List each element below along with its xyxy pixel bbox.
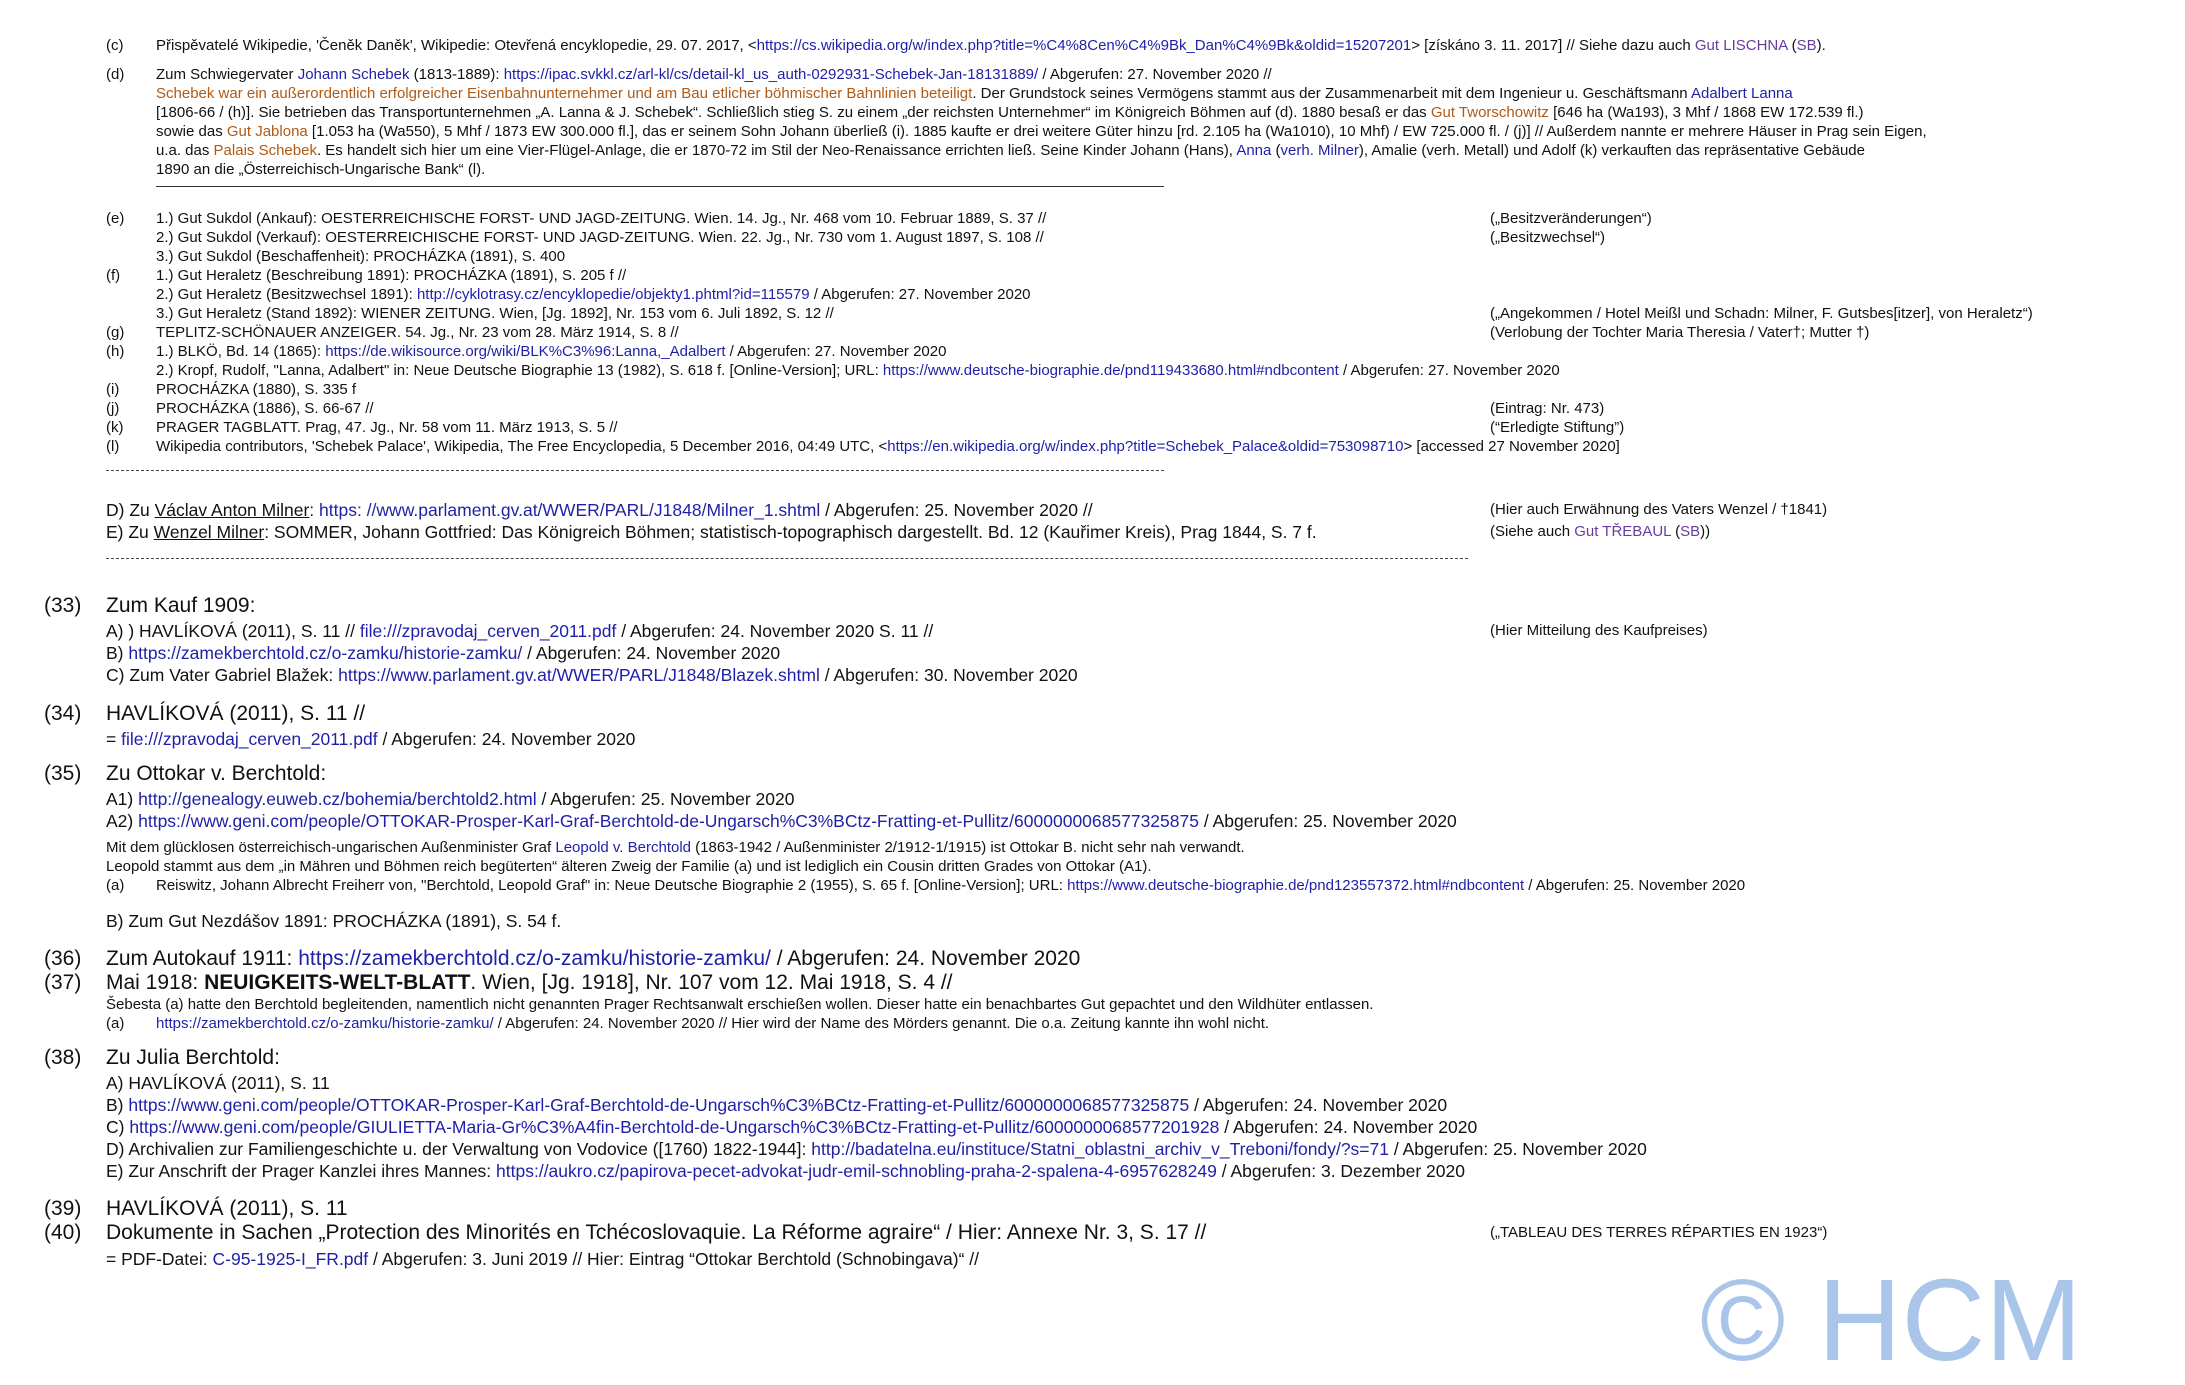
- text-segment: (1863-1942 / Außenminister 2/1912-1/1915) ist Ottokar B. nicht sehr nah verwandt.: [691, 839, 1245, 856]
- hyperlink[interactable]: https://en.wikipedia.org/w/index.php?title=Schebek_Palace&oldid=753098710: [887, 438, 1404, 455]
- text-segment: / Abgerufen: 3. Juni 2019 // Hier: Eintrag “Ottokar Berchtold (Schnobingava)“ //: [368, 1249, 980, 1269]
- text-segment: A) HAVLÍKOVÁ (2011), S. 11: [106, 1073, 330, 1093]
- text-segment: > [získáno 3. 11. 2017] // Siehe dazu auch: [1411, 37, 1695, 54]
- text-segment: C): [106, 1117, 130, 1137]
- cross-reference[interactable]: Gut LISCHNA: [1694, 37, 1788, 54]
- text-line: [1490, 501, 1827, 519]
- text-segment: (a): [106, 1015, 125, 1032]
- text-line: [106, 761, 326, 787]
- text-segment: (36): [44, 947, 82, 970]
- text-line: [106, 267, 120, 285]
- text-segment: Zu Ottokar v. Berchtold:: [106, 762, 327, 785]
- text-segment: (Hier auch Erwähnung des Vaters Wenzel / †1841): [1490, 501, 1828, 518]
- text-line: [106, 970, 953, 996]
- text-segment: (k): [106, 419, 124, 436]
- text-line: [106, 1138, 1647, 1160]
- hyperlink[interactable]: http://cyklotrasy.cz/encyklopedie/objekty1.phtml?id=115579: [416, 286, 810, 303]
- text-segment: B): [106, 643, 129, 663]
- text-line: [156, 343, 946, 361]
- text-segment: (38): [44, 1046, 82, 1069]
- text-segment: u.a. das: [156, 142, 214, 159]
- text-line: [44, 946, 81, 972]
- text-segment: (: [1271, 142, 1281, 159]
- hyperlink[interactable]: https://de.wikisource.org/wiki/BLK%C3%96:Lanna,_Adalbert: [325, 343, 726, 360]
- text-segment: =: [106, 729, 122, 749]
- text-line: [106, 996, 1373, 1014]
- text-line: [106, 1116, 1477, 1138]
- cross-reference[interactable]: Gut Tworschowitz: [1430, 104, 1549, 121]
- text-line: [106, 343, 124, 361]
- text-segment: Wikipedia contributors, 'Schebek Palace', Wikipedia, The Free Encyclopedia, 5 December 2016, 04:49 UTC, <: [156, 438, 888, 455]
- text-line: [1490, 400, 1604, 418]
- text-segment: . Es handelt sich hier um eine Vier-Flügel-Anlage, die er 1870-72 im Stil der Neo-Renaissance errichten ließ. Seine Kinder Johann (Hans),: [316, 142, 1237, 159]
- text-line: [106, 324, 124, 342]
- text-segment: („Angekommen / Hotel Meißl und Schadn: Milner, F. Gutsbes[itzer], von Heraletz“): [1490, 305, 2033, 322]
- text-segment: / Abgerufen: 3. Dezember 2020: [1216, 1161, 1465, 1181]
- text-line: [156, 305, 834, 323]
- text-segment: (40): [44, 1221, 82, 1244]
- text-line: [106, 1248, 979, 1270]
- text-segment: 1890 an die „Österreichisch-Ungarische Bank“ (l).: [156, 161, 486, 178]
- text-segment: Zum Kauf 1909:: [106, 594, 256, 617]
- hyperlink[interactable]: file:///zpravodaj_cerven_2011.pdf: [121, 729, 378, 749]
- text-line: [1490, 229, 1605, 247]
- text-segment: B) Zum Gut Nezdášov 1891: PROCHÁZKA (1891), S. 54 f.: [106, 911, 562, 931]
- text-segment: 2.) Gut Sukdol (Verkauf): OESTERREICHISCHE FORST- UND JAGD-ZEITUNG. Wien. 22. Jg., Nr. 730 vom 1. August 1897, S. 108 //: [156, 229, 1044, 246]
- text-line: [156, 123, 1927, 141]
- text-line: [156, 161, 485, 179]
- hyperlink[interactable]: http://genealogy.euweb.cz/bohemia/berchtold2.html: [138, 789, 537, 809]
- text-segment: )): [1700, 523, 1711, 540]
- cross-reference[interactable]: Palais Schebek: [213, 142, 317, 159]
- text-segment: 3.) Gut Heraletz (Stand 1892): WIENER ZEITUNG. Wien, [Jg. 1892], Nr. 153 vom 6. Juli 1892, S. 12 //: [156, 305, 834, 322]
- cross-reference[interactable]: Gut Jablona: [226, 123, 308, 140]
- text-line: [156, 286, 1031, 304]
- text-line: [156, 324, 679, 342]
- text-segment: Šebesta (a) hatte den Berchtold begleitenden, namentlich nicht genannten Prager Rechtsanwalt erschießen wollen. Dieser hatte ein benachbartes Gut gepachtet und den Wildhüter entlassen.: [106, 996, 1374, 1013]
- text-segment: (f): [106, 267, 121, 284]
- text-segment: > [accessed 27 November 2020]: [1403, 438, 1620, 455]
- text-line: [106, 438, 119, 456]
- separator-rule: [106, 470, 1164, 471]
- text-segment: NEUIGKEITS-WELT-BLATT: [204, 971, 471, 994]
- text-segment: („TABLEAU DES TERRES RÉPARTIES EN 1923“): [1490, 1224, 1828, 1241]
- text-segment: (g): [106, 324, 125, 341]
- text-line: [106, 1072, 330, 1094]
- text-line: [156, 362, 1560, 380]
- text-line: [106, 858, 1152, 876]
- text-line: [106, 1220, 1206, 1246]
- text-segment: (a): [106, 877, 125, 894]
- hyperlink[interactable]: file:///zpravodaj_cerven_2011.pdf: [359, 621, 617, 641]
- text-line: [156, 1015, 1269, 1033]
- text-line: [156, 37, 1826, 55]
- text-segment: (35): [44, 762, 82, 785]
- text-line: [106, 1015, 124, 1033]
- text-segment: B): [106, 1095, 129, 1115]
- text-segment: PROCHÁZKA (1880), S. 335 f: [156, 381, 357, 398]
- text-line: [156, 66, 1272, 84]
- text-segment: [646 ha (Wa193), 3 Mhf / 1868 EW 172.539 fl.): [1548, 104, 1864, 121]
- text-segment: D) Archivalien zur Familiengeschichte u. der Verwaltung von Vodovice ([1760) 1822-1944]:: [106, 1139, 812, 1159]
- text-segment: (Hier Mitteilung des Kaufpreises): [1490, 622, 1708, 639]
- text-segment: E) Zur Anschrift der Prager Kanzlei ihres Mannes:: [106, 1161, 497, 1181]
- text-segment: (i): [106, 381, 120, 398]
- text-line: [44, 593, 81, 619]
- text-segment: A1): [106, 789, 139, 809]
- text-line: [156, 104, 1864, 122]
- text-line: [106, 400, 119, 418]
- text-line: [106, 946, 1080, 972]
- text-line: [106, 788, 794, 810]
- text-segment: (“Erledigte Stiftung”): [1490, 419, 1625, 436]
- text-line: [106, 728, 635, 750]
- text-segment: (j): [106, 400, 120, 417]
- text-segment: Zum Autokauf 1911:: [106, 947, 299, 970]
- text-segment: 2.) Kropf, Rudolf, "Lanna, Adalbert" in: Neue Deutsche Biographie 13 (1982), S. 618 f. [Online-Version]; URL:: [156, 362, 883, 379]
- text-segment: / Abgerufen: 27. November 2020: [725, 343, 947, 360]
- hyperlink[interactable]: https://www.parlament.gv.at/WWER/PARL/J1848/Blazek.shtml: [338, 665, 820, 685]
- text-segment: Zu Julia Berchtold:: [106, 1046, 280, 1069]
- copyright-watermark: © HCM: [1700, 1255, 2082, 1385]
- text-line: [106, 521, 1317, 543]
- hyperlink[interactable]: https://zamekberchtold.cz/o-zamku/historie-zamku/: [128, 643, 523, 663]
- text-line: [1490, 419, 1624, 437]
- text-segment: 3.) Gut Sukdol (Beschaffenheit): PROCHÁZKA (1891), S. 400: [156, 248, 566, 265]
- text-line: [106, 593, 255, 619]
- text-line: [1490, 305, 2033, 323]
- text-line: [156, 229, 1044, 247]
- text-segment: / Abgerufen: 24. November 2020: [770, 947, 1081, 970]
- text-line: [106, 37, 124, 55]
- text-segment: ).: [1816, 37, 1826, 54]
- text-line: [106, 1094, 1447, 1116]
- text-line: [106, 910, 561, 932]
- text-segment: (l): [106, 438, 120, 455]
- text-segment: Leopold stammt aus dem „in Mähren und Böhmen reich begüterten“ älteren Zweig der Familie (a) und ist lediglich ein Cousin dritten Grades von Ottokar (A1).: [106, 858, 1152, 875]
- hyperlink[interactable]: https://cs.wikipedia.org/w/index.php?title=%C4%8Cen%C4%9Bk_Dan%C4%9Bk&oldid=15207201: [756, 37, 1412, 54]
- text-segment: HAVLÍKOVÁ (2011), S. 11: [106, 1197, 348, 1220]
- text-segment: Přispěvatelé Wikipedie, 'Čeněk Daněk', Wikipedie: Otevřená encyklopedie, 29. 07. 2017, <: [156, 37, 757, 54]
- text-segment: : SOMMER, Johann Gottfried: Das Königreich Böhmen; statistisch-topographisch dargestellt. Bd. 12 (Kauřimer Kreis), Prag 1844, S. 7 f.: [264, 522, 1317, 542]
- text-segment: (Verlobung der Tochter Maria Theresia / Vater†; Mutter †): [1490, 324, 1870, 341]
- separator-rule: [106, 558, 1468, 559]
- text-line: [106, 810, 1457, 832]
- text-line: [156, 381, 356, 399]
- text-line: [106, 381, 119, 399]
- hyperlink[interactable]: Johann Schebek: [297, 66, 410, 83]
- text-segment: („Besitzveränderungen“): [1490, 210, 1652, 227]
- text-line: [156, 267, 626, 285]
- hyperlink[interactable]: C-95-1925-I_FR.pdf: [212, 1249, 369, 1269]
- hyperlink[interactable]: https://zamekberchtold.cz/o-zamku/historie-zamku/: [156, 1015, 494, 1032]
- text-line: [156, 438, 1620, 456]
- text-line: [106, 839, 1245, 857]
- text-segment: . Der Grundstock seines Vermögens stammt aus der Zusammenarbeit mit dem Ingenieur u. Geschäftsmann: [972, 85, 1691, 102]
- hyperlink[interactable]: https://ipac.svkkl.cz/arl-kl/cs/detail-kl_us_auth-0292931-Schebek-Jan-18131889/: [503, 66, 1039, 83]
- cross-reference[interactable]: Gut TŘEBAUL: [1574, 523, 1671, 540]
- text-segment: Reiswitz, Johann Albrecht Freiherr von, "Berchtold, Leopold Graf" in: Neue Deutsche Biographie 2 (1955), S. 65 f. [Online-Version]; URL:: [156, 877, 1068, 894]
- text-segment: Václav Anton Milner: [154, 500, 310, 520]
- text-line: [106, 1196, 348, 1222]
- text-segment: (39): [44, 1197, 82, 1220]
- text-line: [106, 620, 933, 642]
- text-segment: („Besitzwechsel“): [1490, 229, 1606, 246]
- text-segment: / Abgerufen: 25. November 2020: [1524, 877, 1746, 894]
- text-line: [156, 142, 1865, 160]
- hyperlink[interactable]: https://www.deutsche-biographie.de/pnd119433680.html#ndbcontent: [882, 362, 1339, 379]
- text-segment: / Abgerufen: 25. November 2020: [536, 789, 795, 809]
- text-segment: 1.) BLKÖ, Bd. 14 (1865):: [156, 343, 326, 360]
- text-segment: / Abgerufen: 24. November 2020: [522, 643, 781, 663]
- text-segment: [1806-66 / (h)]. Sie betrieben das Transportunternehmen „A. Lanna & J. Schebek“. Schließlich stieg S. zu einem „der reichsten Unternehmer“ im Königreich Böhmen auf (d). 1880 besaß er das: [156, 104, 1431, 121]
- text-segment: / Abgerufen: 25. November 2020: [1389, 1139, 1647, 1159]
- text-segment: TEPLITZ-SCHÖNAUER ANZEIGER. 54. Jg., Nr. 23 vom 28. März 1914, S. 8 //: [156, 324, 679, 341]
- text-segment: . Wien, [Jg. 1918], Nr. 107 vom 12. Mai 1918, S. 4 //: [470, 971, 953, 994]
- text-line: [44, 701, 81, 727]
- text-line: [106, 664, 1078, 686]
- text-line: [156, 85, 1793, 103]
- text-segment: (h): [106, 343, 125, 360]
- text-segment: (: [1787, 37, 1797, 54]
- cross-reference[interactable]: SB: [1796, 37, 1817, 54]
- text-segment: / Abgerufen: 27. November 2020: [809, 286, 1031, 303]
- hyperlink[interactable]: https://aukro.cz/papirova-pecet-advokat-judr-emil-schnobling-praha-2-spalena-4-6957628249: [496, 1161, 1217, 1181]
- text-segment: / Abgerufen: 24. November 2020 S. 11 //: [616, 621, 934, 641]
- text-line: [1490, 523, 1710, 541]
- text-segment: (Eintrag: Nr. 473): [1490, 400, 1605, 417]
- text-line: [106, 419, 124, 437]
- text-segment: Wenzel Milner: [153, 522, 265, 542]
- text-line: [106, 1045, 280, 1071]
- text-segment: A2): [106, 811, 139, 831]
- text-segment: Zum Schwiegervater: [156, 66, 298, 83]
- text-line: [106, 642, 780, 664]
- hyperlink[interactable]: https://www.deutsche-biographie.de/pnd123557372.html#ndbcontent: [1067, 877, 1525, 894]
- text-segment: 1.) Gut Heraletz (Beschreibung 1891): PROCHÁZKA (1891), S. 205 f //: [156, 267, 627, 284]
- text-line: [106, 499, 1093, 521]
- text-segment: sowie das: [156, 123, 227, 140]
- text-segment: D) Zu: [106, 500, 155, 520]
- text-segment: / Abgerufen: 24. November 2020 // Hier wird der Name des Mörders genannt. Die o.a. Zeitung kannte ihn wohl nicht.: [493, 1015, 1270, 1032]
- text-segment: / Abgerufen: 27. November 2020: [1338, 362, 1560, 379]
- text-segment: ), Amalie (verh. Metall) und Adolf (k) verkauften das repräsentative Gebäude: [1358, 142, 1865, 159]
- hyperlink[interactable]: https://www.geni.com/people/GIULIETTA-Maria-Gr%C3%A4fin-Berchtold-de-Ungarsch%C3%BCtz-Fratting-et-Pullitz/6000000068577201928: [129, 1117, 1220, 1137]
- hyperlink[interactable]: Adalbert Lanna: [1690, 85, 1793, 102]
- hyperlink[interactable]: Leopold v. Berchtold: [555, 839, 692, 856]
- text-line: [44, 1220, 81, 1246]
- text-segment: HAVLÍKOVÁ (2011), S. 11 //: [106, 702, 366, 725]
- text-line: [106, 1160, 1465, 1182]
- text-line: [156, 877, 1745, 895]
- text-segment: (e): [106, 210, 125, 227]
- text-line: [106, 877, 124, 895]
- text-line: [44, 1045, 81, 1071]
- text-segment: Mit dem glücklosen österreichisch-ungarischen Außenminister Graf: [106, 839, 556, 856]
- text-segment: (33): [44, 594, 82, 617]
- cross-reference[interactable]: Schebek war ein außerordentlich erfolgreicher Eisenbahnunternehmer und am Bau etlicher böhmischer Bahnlinien beteiligt: [156, 85, 973, 102]
- text-segment: / Abgerufen: 24. November 2020: [1189, 1095, 1448, 1115]
- text-line: [106, 701, 365, 727]
- hyperlink[interactable]: verh. Milner: [1280, 142, 1359, 159]
- hyperlink[interactable]: Anna: [1236, 142, 1272, 159]
- text-line: [1490, 210, 1652, 228]
- text-line: [156, 248, 565, 266]
- text-segment: [1.053 ha (Wa550), 5 Mhf / 1873 EW 300.000 fl.], das er seinem Sohn Johann überließ (i). 1885 kaufte er drei weitere Güter hinzu [rd. 2.105 ha (Wa1010), 10 Mhf) / EW 725.000 fl. / (j)] // Außerdem nannte er mehrere Häuser in Prag sein Eigen,: [307, 123, 1927, 140]
- text-segment: / Abgerufen: 24. November 2020: [377, 729, 636, 749]
- text-segment: / Abgerufen: 25. November 2020: [1198, 811, 1457, 831]
- text-line: [1490, 622, 1708, 640]
- text-segment: / Abgerufen: 30. November 2020: [819, 665, 1078, 685]
- text-segment: = PDF-Datei:: [106, 1249, 213, 1269]
- text-line: [1490, 324, 1869, 342]
- text-segment: (37): [44, 971, 82, 994]
- text-segment: (: [1670, 523, 1681, 540]
- text-segment: (34): [44, 702, 82, 725]
- text-segment: / Abgerufen: 27. November 2020 //: [1038, 66, 1272, 83]
- text-line: [44, 761, 81, 787]
- text-line: [106, 210, 124, 228]
- text-segment: (Siehe auch: [1490, 523, 1575, 540]
- hyperlink[interactable]: https: //www.parlament.gv.at/WWER/PARL/J1848/Milner_1.shtml: [319, 500, 821, 520]
- cross-reference[interactable]: SB: [1680, 523, 1701, 540]
- text-segment: 1.) Gut Sukdol (Ankauf): OESTERREICHISCHE FORST- UND JAGD-ZEITUNG. Wien. 14. Jg., Nr. 468 vom 10. Februar 1889, S. 37 //: [156, 210, 1047, 227]
- text-segment: (c): [106, 37, 124, 54]
- text-segment: Mai 1918:: [106, 971, 205, 994]
- text-segment: Dokumente in Sachen „Protection des Minorités en Tchécoslovaquie. La Réforme agraire“ / Hier: Annexe Nr. 3, S. 17 //: [106, 1221, 1207, 1244]
- text-line: [1490, 1224, 1827, 1242]
- text-segment: C) Zum Vater Gabriel Blažek:: [106, 665, 339, 685]
- text-segment: (1813-1889):: [409, 66, 504, 83]
- text-segment: A) ) HAVLÍKOVÁ (2011), S. 11 //: [106, 621, 360, 641]
- text-segment: PRAGER TAGBLATT. Prag, 47. Jg., Nr. 58 vom 11. März 1913, S. 5 //: [156, 419, 618, 436]
- text-line: [106, 66, 124, 84]
- hyperlink[interactable]: https://www.geni.com/people/OTTOKAR-Prosper-Karl-Graf-Berchtold-de-Ungarsch%C3%BCtz-Fratting-et-Pullitz/6000000068577325875: [128, 1095, 1190, 1115]
- text-segment: / Abgerufen: 24. November 2020: [1219, 1117, 1478, 1137]
- hyperlink[interactable]: http://badatelna.eu/instituce/Statni_oblastni_archiv_v_Treboni/fondy/?s=71: [811, 1139, 1389, 1159]
- hyperlink[interactable]: https://www.geni.com/people/OTTOKAR-Prosper-Karl-Graf-Berchtold-de-Ungarsch%C3%BCtz-Fratting-et-Pullitz/6000000068577325875: [138, 811, 1199, 831]
- separator-rule: [156, 186, 1164, 187]
- text-segment: E) Zu: [106, 522, 154, 542]
- text-segment: (d): [106, 66, 125, 83]
- text-line: [44, 1196, 81, 1222]
- text-line: [156, 400, 374, 418]
- text-line: [44, 970, 81, 996]
- text-segment: / Abgerufen: 25. November 2020 //: [820, 500, 1093, 520]
- hyperlink[interactable]: https://zamekberchtold.cz/o-zamku/historie-zamku/: [298, 947, 771, 970]
- text-line: [156, 210, 1046, 228]
- text-line: [156, 419, 618, 437]
- text-segment: PROCHÁZKA (1886), S. 66-67 //: [156, 400, 374, 417]
- text-segment: 2.) Gut Heraletz (Besitzwechsel 1891):: [156, 286, 417, 303]
- text-segment: :: [309, 500, 320, 520]
